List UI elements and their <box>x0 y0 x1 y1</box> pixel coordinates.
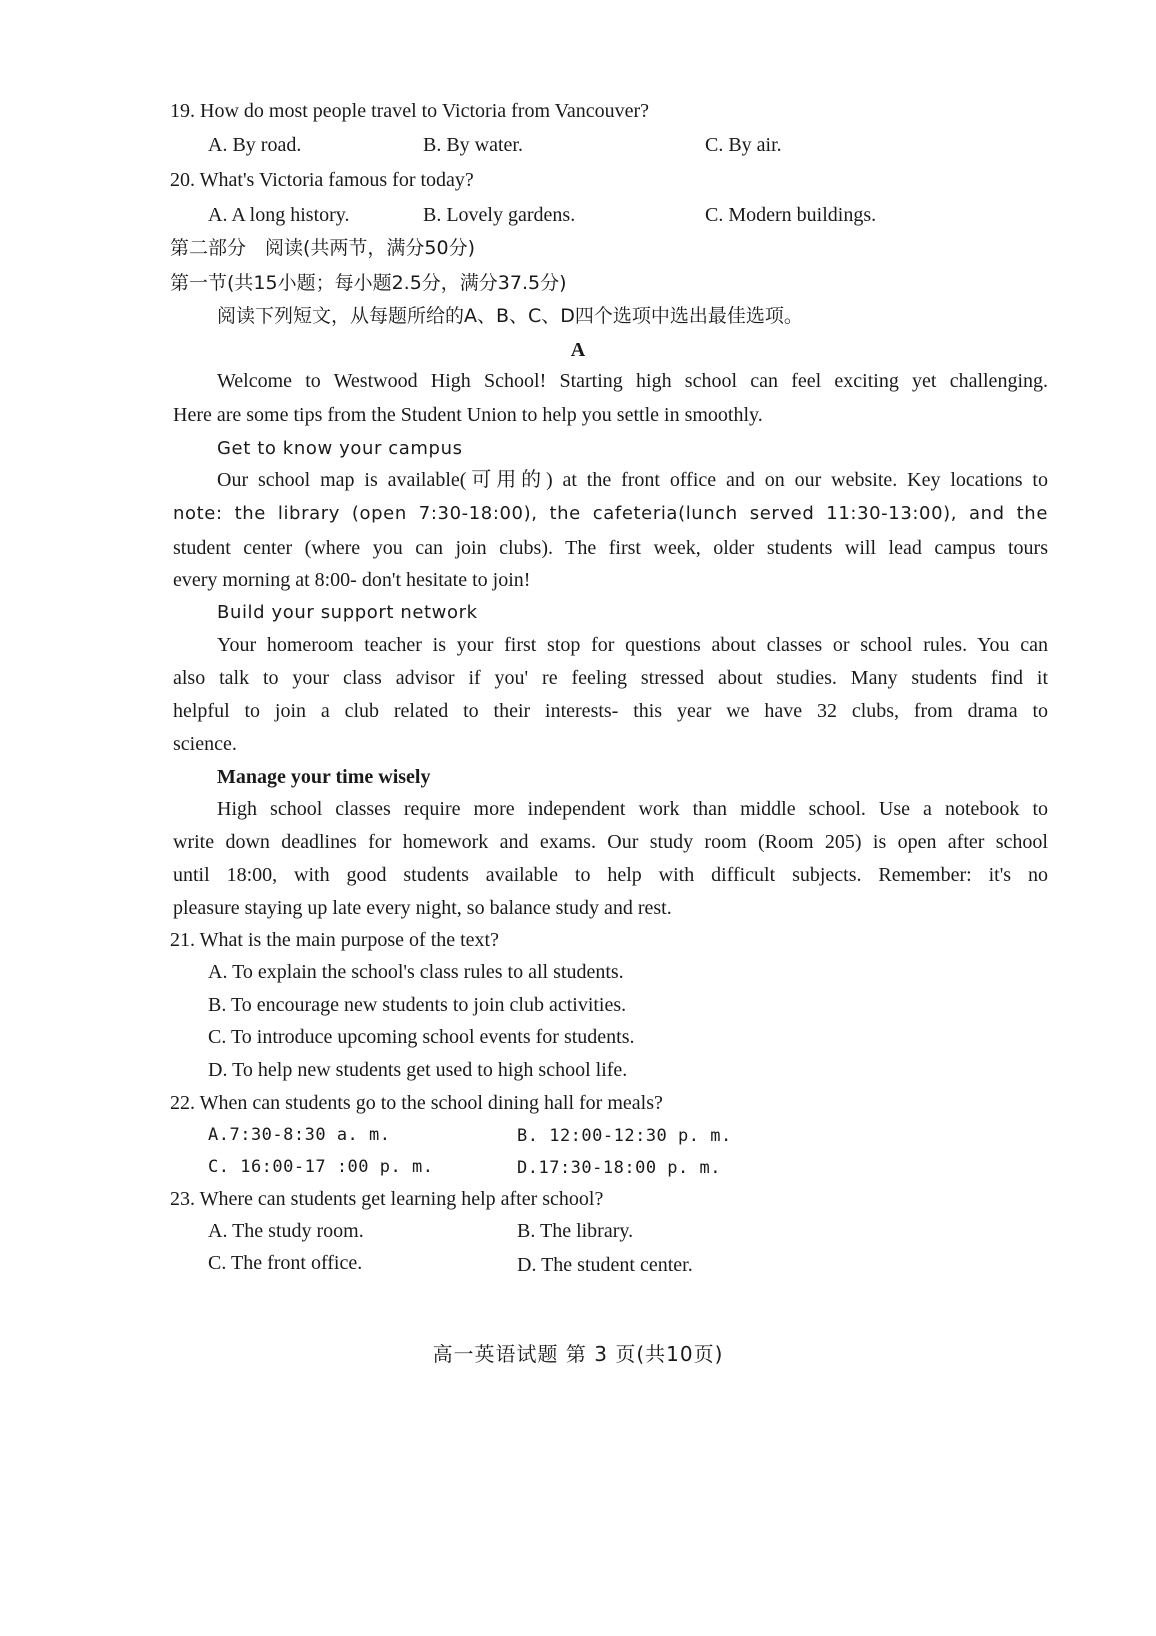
question-21-option-b: B. To encourage new students to join club activities. <box>208 994 627 1016</box>
page-footer: 高一英语试题 第 3 页(共10页) <box>432 1342 724 1366</box>
question-23-option-d: D. The student center. <box>517 1254 693 1276</box>
section-heading-time: Manage your time wisely <box>217 766 431 788</box>
support-paragraph-line-2: also talk to your class advisor if you' re feeling stressed about studies. Many students find it <box>173 667 1048 689</box>
campus-paragraph-line-1: Our school map is available(可用的) at the front office and on our website. Key locations to <box>217 469 1048 491</box>
question-21-option-d: D. To help new students get used to high school life. <box>208 1059 628 1081</box>
question-22-option-b: B. 12:00-12:30 p. m. <box>517 1126 732 1146</box>
support-paragraph-line-3: helpful to join a club related to their interests- this year we have 32 clubs, from drama to <box>173 700 1048 722</box>
part-two-heading: 第二部分 阅读(共两节，满分50分) <box>170 237 476 259</box>
question-21-option-c: C. To introduce upcoming school events for students. <box>208 1026 635 1048</box>
time-paragraph-line-2: write down deadlines for homework and exams. Our study room (Room 205) is open after school <box>173 831 1048 853</box>
passage-label: A <box>570 339 586 361</box>
question-23-stem: 23. Where can students get learning help after school? <box>170 1188 604 1210</box>
support-paragraph-line-1: Your homeroom teacher is your first stop for questions about classes or school rules. You can <box>217 634 1048 656</box>
question-23-option-b: B. The library. <box>517 1220 634 1242</box>
campus-paragraph-line-2: note: the library (open 7:30-18:00), the cafeteria(lunch served 11:30-13:00), and the <box>173 503 1048 524</box>
campus-paragraph-line-4: every morning at 8:00- don't hesitate to join! <box>173 569 531 591</box>
question-22-stem: 22. When can students go to the school dining hall for meals? <box>170 1092 663 1114</box>
time-paragraph-line-4: pleasure staying up late every night, so balance study and rest. <box>173 897 672 919</box>
question-19-stem: 19. How do most people travel to Victoria from Vancouver? <box>170 100 650 122</box>
question-20-option-b: B. Lovely gardens. <box>423 204 576 226</box>
question-23-option-a: A. The study room. <box>208 1220 364 1242</box>
section-one-heading: 第一节(共15小题；每小题2.5分，满分37.5分) <box>170 272 567 294</box>
question-19-option-b: B. By water. <box>423 134 523 156</box>
question-20-stem: 20. What's Victoria famous for today? <box>170 169 474 191</box>
time-paragraph-line-3: until 18:00, with good students available to help with difficult subjects. Remember: it's no <box>173 864 1048 886</box>
campus-paragraph-line-3: student center (where you can join clubs). The first week, older students will lead campus tours <box>173 537 1048 559</box>
question-22-option-a: A.7:30-8:30 a. m. <box>208 1125 391 1145</box>
support-paragraph-line-4: science. <box>173 733 237 755</box>
time-paragraph-line-1: High school classes require more independent work than middle school. Use a notebook to <box>217 798 1048 820</box>
section-heading-support: Build your support network <box>217 602 478 623</box>
question-21-option-a: A. To explain the school's class rules to all students. <box>208 961 624 983</box>
question-20-option-a: A. A long history. <box>208 204 350 226</box>
question-20-option-c: C. Modern buildings. <box>705 204 877 226</box>
question-22-option-c: C. 16:00-17 :00 p. m. <box>208 1157 434 1177</box>
passage-intro-line-2: Here are some tips from the Student Union to help you settle in smoothly. <box>173 404 763 426</box>
passage-intro-line-1: Welcome to Westwood High School! Starting high school can feel exciting yet challenging. <box>217 370 1048 392</box>
question-23-option-c: C. The front office. <box>208 1252 363 1274</box>
question-21-stem: 21. What is the main purpose of the text? <box>170 929 499 951</box>
reading-instruction: 阅读下列短文，从每题所给的A、B、C、D四个选项中选出最佳选项。 <box>217 305 803 327</box>
question-22-option-d: D.17:30-18:00 p. m. <box>517 1158 721 1178</box>
section-heading-campus: Get to know your campus <box>217 438 463 459</box>
question-19-option-c: C. By air. <box>705 134 782 156</box>
question-19-option-a: A. By road. <box>208 134 302 156</box>
